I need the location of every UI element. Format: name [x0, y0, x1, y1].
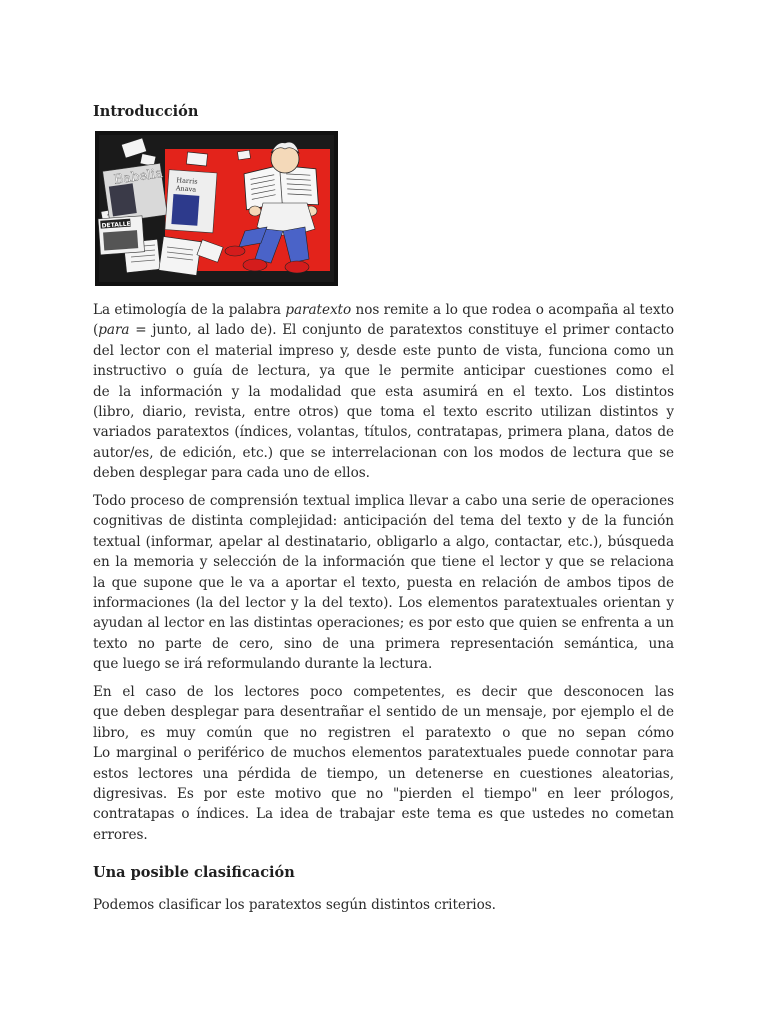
text-line: estos lectores una pérdida de tiempo, un detenerse en cuestiones aleatorias,	[93, 765, 674, 782]
newspaper-collage-image	[95, 131, 338, 286]
paragraph-lectores-poco-competentes	[93, 682, 674, 845]
text-line: del lector con el material impreso y, desde este punto de vista, funciona como un	[93, 342, 674, 359]
text-line: cognitivas de distinta complejidad: anticipación del tema del texto y de la función	[93, 513, 674, 530]
newspaper-label-text: DETALLE	[101, 220, 131, 230]
text-line: textual (informar, apelar al destinatario, obligarlo a algo, contactar, etc.), búsqueda	[93, 533, 674, 550]
text-line: (para = junto, al lado de). El conjunto de paratextos constituye el primer contacto	[93, 322, 674, 339]
italic-term: para	[98, 322, 130, 339]
svg-text:Anava: Anava	[175, 184, 197, 194]
text-line: libro, es muy común que no registren el paratexto o que no sepan cómo	[93, 724, 674, 741]
text-line: deben desplegar para cada uno de ellos.	[93, 465, 370, 482]
magazine-title-text: Harris	[176, 176, 198, 186]
text-line: texto no parte de cero, sino de una primera representación semántica, una	[93, 635, 674, 652]
text-line: instructivo o guía de lectura, ya que le permite anticipar cuestiones como el	[93, 363, 674, 380]
text-line: autor/es, de edición, etc.) que se interrelacionan con los modos de lectura que se	[93, 444, 674, 461]
text-line: en la memoria y selección de la información que tiene el lector y que se relaciona	[93, 554, 674, 571]
text-line: variados paratextos (índices, volantas, títulos, contratapas, primera plana, datos de	[93, 424, 674, 441]
section-heading-introduccion: Introducción	[93, 103, 199, 120]
text-line: (libro, diario, revista, entre otros) que toma el texto escrito utilizan distintos y	[93, 403, 674, 420]
magazine-logo-text: Babelia	[112, 166, 164, 188]
text-line: informaciones (la del lector y la del texto). Los elementos paratextuales orientan y	[93, 594, 674, 611]
text-line: Lo marginal o periférico de muchos elementos paratextuales puede connotar para	[93, 745, 674, 762]
text-line: ayudan al lector en las distintas operaciones; es por esto que quien se enfrenta a un	[93, 615, 674, 632]
text-line: errores.	[93, 826, 148, 843]
illustration-boy-reading-newspaper	[95, 131, 338, 286]
paragraph-criterios: Podemos clasificar los paratextos según distintos criterios.	[93, 897, 496, 913]
italic-term: paratexto	[285, 302, 352, 318]
text-line: La etimología de la palabra paratexto nos remite a lo que rodea o acompaña al texto	[93, 302, 674, 318]
section-heading-clasificacion: Una posible clasificación	[93, 864, 295, 881]
text-line: digresivas. Es por este motivo que no "pierden el tiempo" en leer prólogos,	[93, 785, 674, 802]
text-line: de la información y la modalidad que esta asumirá en el texto. Los distintos	[93, 383, 674, 400]
text-line: que deben desplegar para desentrañar el sentido de un mensaje, por ejemplo el de	[93, 704, 674, 721]
text-line: Todo proceso de comprensión textual implica llevar a cabo una serie de operaciones	[93, 493, 674, 509]
paragraph-etimologia	[93, 300, 674, 484]
text-line: que luego se irá reformulando durante la lectura.	[93, 656, 433, 673]
paragraph-comprension-textual	[93, 491, 674, 675]
text-line: contratapas o índices. La idea de trabajar este tema es que ustedes no cometan	[93, 806, 674, 823]
text-line: la que supone que le va a aportar el texto, puesta en relación de ambos tipos de	[93, 574, 674, 591]
text-line: En el caso de los lectores poco competentes, es decir que desconocen las	[93, 684, 674, 700]
